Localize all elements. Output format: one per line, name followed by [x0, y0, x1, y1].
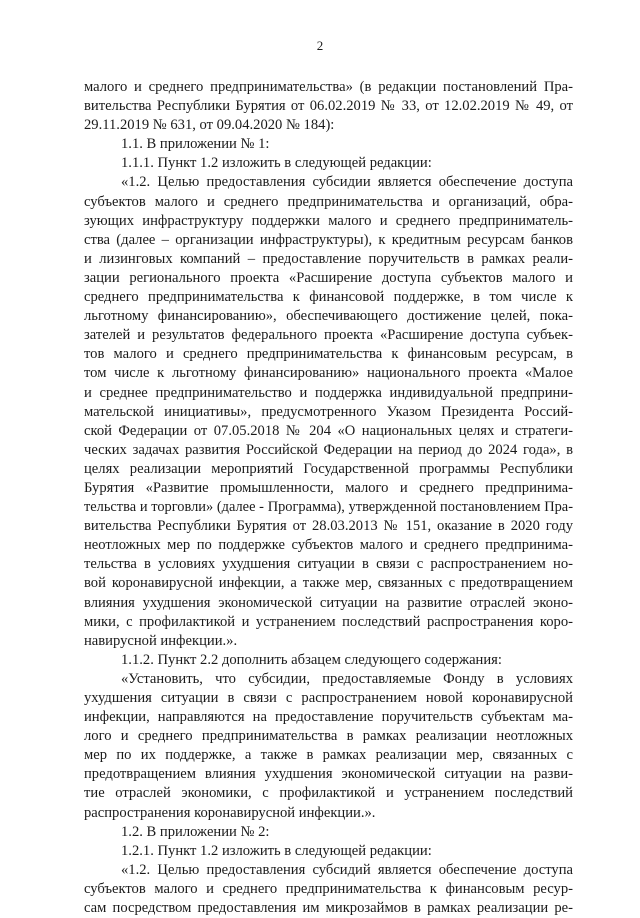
text-line: зации регионального проекта «Расширение доступа субъектов малого и: [84, 269, 573, 286]
text-line: 1.1. В приложении № 1:: [121, 136, 270, 153]
text-line: мики, с профилактикой и устранением последствий распространения коро-: [84, 613, 573, 630]
page-number: 2: [316, 38, 324, 53]
text-line: тельства в условиях ухудшения ситуации в связи с распространением но-: [84, 556, 573, 573]
text-line: навирусной инфекции.».: [84, 632, 238, 649]
text-line: инфекции, направляются на предоставление поручительств субъектам ма-: [84, 709, 573, 726]
text-line: и среднее предпринимательство и поддержка индивидуальной предприни-: [84, 384, 573, 401]
text-line: малого и среднего предпринимательства» (в редакции постановлений Пра-: [84, 79, 573, 95]
text-line: ской Федерации от 07.05.2018 № 204 «О национальных целях и стратеги-: [84, 422, 573, 439]
text-line: 1.2. В приложении № 2:: [121, 823, 270, 840]
text-line: вой коронавирусной инфекции, а также мер, связанных с предотвращением: [84, 575, 573, 592]
text-line: 1.2.1. Пункт 1.2 изложить в следующей редакции:: [121, 842, 432, 859]
text-line: субъектов малого и среднего предпринимательства к финансовым ресур-: [84, 880, 573, 897]
text-line: 1.1.1. Пункт 1.2 изложить в следующей редакции:: [121, 155, 432, 172]
text-line: неотложных мер по поддержке субъектов малого и среднего предпринима-: [84, 537, 573, 554]
text-line: субъектов малого и среднего предпринимательства и организаций, обра-: [84, 193, 573, 210]
text-line: мер по их поддержке, а также в рамках реализации мер, связанных с: [84, 747, 573, 764]
text-line: вительства Республики Бурятия от 06.02.2019 № 33, от 12.02.2019 № 49, от: [84, 98, 573, 115]
text-line: целях реализации мероприятий Государственной программы Республики: [84, 460, 573, 477]
text-line: тов малого и среднего предпринимательства к финансовым ресурсам, в: [84, 346, 573, 363]
text-line: и лизинговых компаний – предоставление поручительств в рамках реали-: [84, 250, 573, 267]
text-line: ческих задачах развития Российской Федерации на период до 2024 года», в: [84, 441, 573, 458]
text-line: льготному финансированию», обеспечивающего достижение целей, пока-: [84, 308, 573, 325]
text-line: среднего предпринимательства к финансовой поддержке, в том числе к: [84, 289, 573, 306]
text-line: влияния ухудшения экономической ситуации на развитие отраслей эконо-: [84, 594, 573, 611]
text-line: вительства Республики Бурятия от 28.03.2013 № 151, оказание в 2020 году: [84, 518, 573, 535]
text-line: сам посредством предоставления им микрозаймов в рамках реализации ре-: [84, 900, 573, 917]
text-line: тие отраслей экономики, с профилактикой и устранением последствий: [84, 785, 573, 802]
text-line: зующих инфраструктуру поддержки малого и среднего предприниматель-: [84, 212, 573, 229]
text-line: 1.1.2. Пункт 2.2 дополнить абзацем следующего содержания:: [121, 651, 502, 668]
text-line: «1.2. Целью предоставления субсидий является обеспечение доступа: [121, 861, 573, 878]
text-line: 29.11.2019 № 631, от 09.04.2020 № 184):: [84, 117, 335, 134]
text-line: том числе к льготному финансированию» национального проекта «Малое: [84, 365, 573, 382]
text-line: мательской инициативы», предусмотренного Указом Президента Россий-: [84, 403, 573, 420]
text-line: Бурятия «Развитие промышленности, малого и среднего предпринима-: [84, 479, 573, 496]
text-line: лого и среднего предпринимательства в рамках реализации неотложных: [84, 728, 573, 745]
document-body: [84, 78, 573, 918]
text-line: распространения коронавирусной инфекции.».: [84, 804, 376, 821]
text-line: «1.2. Целью предоставления субсидии является обеспечение доступа: [121, 174, 573, 191]
text-line: зателей и результатов федерального проекта «Расширение доступа субъек-: [84, 327, 573, 344]
text-line: тельства и торговли» (далее - Программа), утвержденной постановлением Пра-: [84, 499, 573, 516]
text-line: «Установить, что субсидии, предоставляемые Фонду в условиях: [121, 670, 573, 687]
text-line: ства (далее – организации инфраструктуры), к кредитным ресурсам банков: [84, 231, 573, 248]
text-line: ухудшения ситуации в связи с распространением новой коронавирусной: [84, 690, 573, 706]
text-line: предотвращением влияния ухудшения экономической ситуации на разви-: [84, 766, 573, 783]
